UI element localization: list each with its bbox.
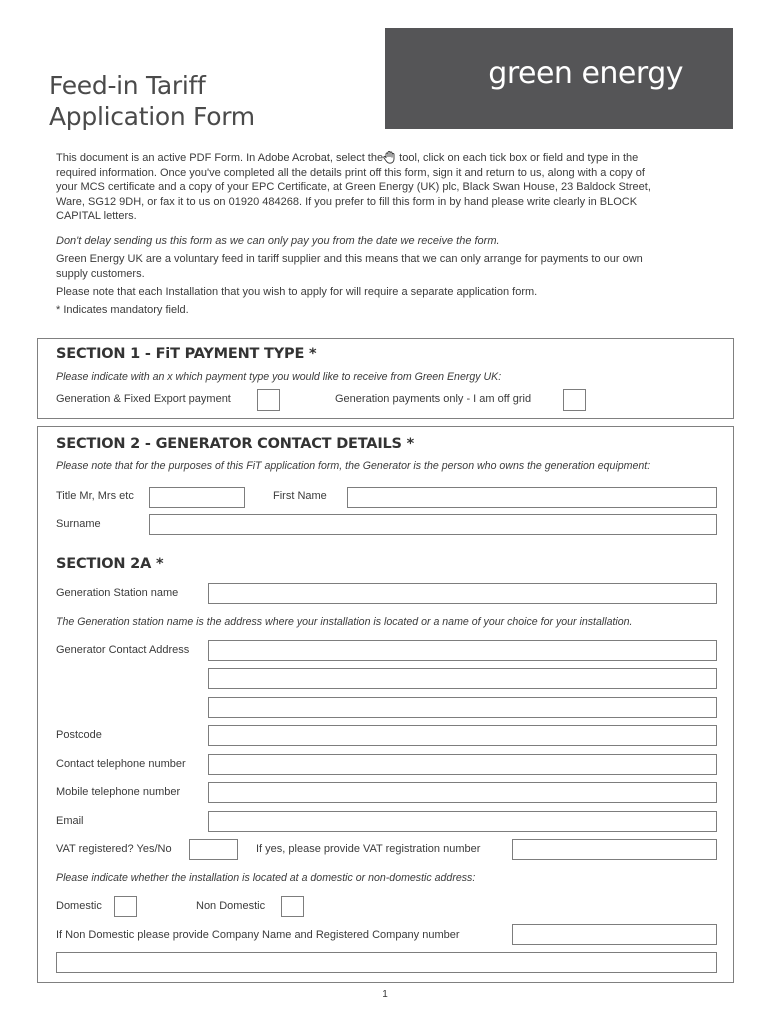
email-label: Email xyxy=(56,815,84,827)
vat-registered-label: VAT registered? Yes/No xyxy=(56,843,172,855)
page-number: 1 xyxy=(382,989,388,1000)
contact-address-line2-input[interactable] xyxy=(208,668,717,689)
contact-address-line1-input[interactable] xyxy=(208,640,717,661)
payment-option-export-label: Generation & Fixed Export payment xyxy=(56,393,231,405)
delay-notice: Don't delay sending us this form as we can only pay you from the date we receive the form. xyxy=(56,235,500,247)
station-name-note: The Generation station name is the address where your installation is located or a name of your choice for your installation. xyxy=(56,616,633,628)
installation-notice: Please note that each Installation that you wish to apply for will require a separate application form. xyxy=(56,286,538,298)
section-2-note: Please note that for the purposes of this FiT application form, the Generator is the person who owns the generation equipment: xyxy=(56,460,651,472)
intro-line-2: required information. Once you've completed all the details print off this form, sign it and return to us, along with a copy of xyxy=(56,166,645,179)
form-title-line2: Application Form xyxy=(49,102,255,131)
first-name-input[interactable] xyxy=(347,487,717,508)
mobile-phone-input[interactable] xyxy=(208,782,717,803)
brand-banner xyxy=(385,28,733,129)
section-2a-title: SECTION 2A * xyxy=(56,556,164,572)
surname-input[interactable] xyxy=(149,514,717,535)
company-number-input[interactable] xyxy=(512,924,717,945)
company-name-input[interactable] xyxy=(56,952,717,973)
non-domestic-checkbox[interactable] xyxy=(281,896,304,917)
intro-line-3: your MCS certificate and a copy of your EPC Certificate, at Green Energy (UK) plc, Black Swan House, 23 Baldock Street, xyxy=(56,181,651,194)
vat-number-input[interactable] xyxy=(512,839,717,860)
surname-label: Surname xyxy=(56,518,101,530)
supplier-notice-line2: supply customers. xyxy=(56,267,145,280)
form-title-line1: Feed-in Tariff xyxy=(49,71,206,100)
mandatory-notice: * Indicates mandatory field. xyxy=(56,304,189,316)
vat-registered-input[interactable] xyxy=(189,839,238,860)
title-label: Title Mr, Mrs etc xyxy=(56,490,134,502)
intro-line-5: CAPITAL letters. xyxy=(56,210,137,223)
contact-phone-label: Contact telephone number xyxy=(56,758,186,770)
postcode-input[interactable] xyxy=(208,725,717,746)
contact-address-line3-input[interactable] xyxy=(208,697,717,718)
section-2-title: SECTION 2 - GENERATOR CONTACT DETAILS * xyxy=(56,436,415,452)
vat-number-label: If yes, please provide VAT registration number xyxy=(256,843,481,855)
station-name-label: Generation Station name xyxy=(56,587,179,599)
brand-logo-text: green energy xyxy=(488,56,683,91)
supplier-notice-line1: Green Energy UK are a voluntary feed in tariff supplier and this means that we can only arrange for payments to our own xyxy=(56,253,643,265)
first-name-label: First Name xyxy=(273,490,327,502)
title-input[interactable] xyxy=(149,487,245,508)
contact-address-label: Generator Contact Address xyxy=(56,644,190,656)
hand-tool-icon xyxy=(383,150,396,164)
station-name-input[interactable] xyxy=(208,583,717,604)
email-input[interactable] xyxy=(208,811,717,832)
supplier-notice xyxy=(56,252,643,281)
section-1-note: Please indicate with an x which payment type you would like to receive from Green Energy UK: xyxy=(56,371,502,383)
postcode-label: Postcode xyxy=(56,729,102,741)
intro-paragraph xyxy=(56,150,736,224)
intro-line-4: Ware, SG12 9DH, or fax it to us on 01920 484268. If you prefer to fill this form in by hand please write clearly in BLOCK xyxy=(56,195,638,208)
company-details-label: If Non Domestic please provide Company Name and Registered Company number xyxy=(56,929,460,941)
contact-phone-input[interactable] xyxy=(208,754,717,775)
domestic-label: Domestic xyxy=(56,900,102,912)
domestic-checkbox[interactable] xyxy=(114,896,137,917)
intro-text-b: tool, click on each tick box or field and type in the xyxy=(399,152,639,164)
payment-option-offgrid-label: Generation payments only - I am off grid xyxy=(335,393,532,405)
section-1-title: SECTION 1 - FiT PAYMENT TYPE * xyxy=(56,346,317,362)
intro-text-a: This document is an active PDF Form. In Adobe Acrobat, select the xyxy=(56,152,384,164)
mobile-phone-label: Mobile telephone number xyxy=(56,786,181,798)
non-domestic-label: Non Domestic xyxy=(196,900,266,912)
domestic-note: Please indicate whether the installation is located at a domestic or non-domestic address: xyxy=(56,872,476,884)
payment-option-export-checkbox[interactable] xyxy=(257,389,280,411)
payment-option-offgrid-checkbox[interactable] xyxy=(563,389,586,411)
